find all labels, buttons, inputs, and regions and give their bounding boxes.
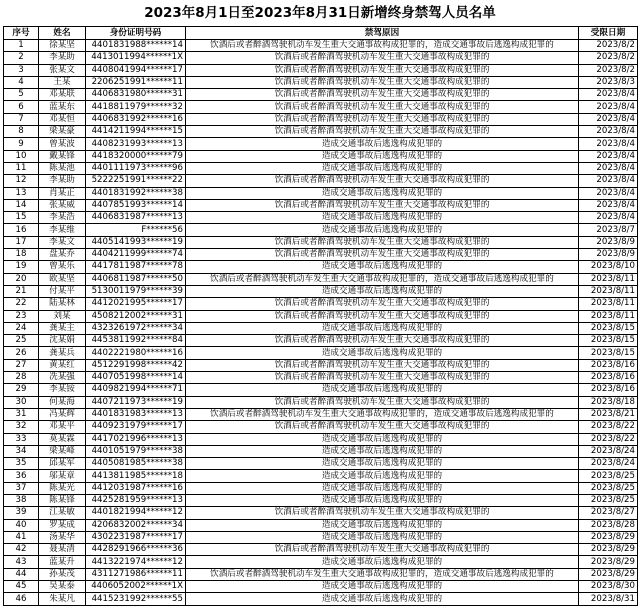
row-id-number: 4417021996******13 — [86, 433, 186, 445]
row-index: 44 — [4, 568, 39, 580]
row-name: 朱某凡 — [39, 593, 86, 605]
row-name: 徐某坚 — [39, 40, 86, 52]
row-name: 江某敏 — [39, 507, 86, 519]
row-name: 欧某坚 — [39, 273, 86, 285]
row-reason: 饮酒后或者醉酒驾驶机动车发生重大交通事故构成犯罪的 — [186, 101, 579, 113]
row-date: 2023/8/22 — [579, 433, 638, 445]
table-row — [4, 113, 638, 125]
table-header-row — [4, 27, 638, 40]
row-date: 2023/8/29 — [579, 544, 638, 556]
row-name: 蓝某东 — [39, 101, 86, 113]
table-row — [4, 89, 638, 101]
row-index: 18 — [4, 249, 39, 261]
row-name: 吴某泰 — [39, 581, 86, 593]
row-index: 1 — [4, 40, 39, 52]
row-id-number: 4311271986******11 — [86, 568, 186, 580]
row-id-number: 4409231979******17 — [86, 421, 186, 433]
row-reason: 饮酒后或者醉酒驾驶机动车发生重大交通事故构成犯罪的，造成交通事故后逃逸构成犯罪的 — [186, 568, 579, 580]
row-id-number: 4407851993******14 — [86, 199, 186, 211]
table-row — [4, 384, 638, 396]
row-reason: 饮酒后或者醉酒驾驶机动车发生重大交通事故构成犯罪的 — [186, 396, 579, 408]
row-name: 邓某平 — [39, 421, 86, 433]
row-reason: 造成交通事故后逃逸构成犯罪的 — [186, 531, 579, 543]
row-id-number: 4415231992******55 — [86, 593, 186, 605]
row-reason: 饮酒后或者醉酒驾驶机动车发生重大交通事故构成犯罪的 — [186, 298, 579, 310]
row-date: 2023/8/11 — [579, 273, 638, 285]
row-reason: 饮酒后或者醉酒驾驶机动车发生重大交通事故构成犯罪的 — [186, 359, 579, 371]
row-id-number: 4401831988******14 — [86, 40, 186, 52]
row-reason: 饮酒后或者醉酒驾驶机动车发生重大交通事故构成犯罪的 — [186, 113, 579, 125]
row-reason: 饮酒后或者醉酒驾驶机动车发生重大交通事故构成犯罪的 — [186, 52, 579, 64]
table-row — [4, 519, 638, 531]
row-name: 盘某乔 — [39, 249, 86, 261]
row-id-number: 4413811985******18 — [86, 470, 186, 482]
table-row — [4, 162, 638, 174]
row-id-number: 4302231987******17 — [86, 531, 186, 543]
row-date: 2023/8/29 — [579, 531, 638, 543]
row-name: 刘某 — [39, 310, 86, 322]
row-date: 2023/8/4 — [579, 138, 638, 150]
header-id-number: 身份证明号码 — [86, 27, 186, 40]
row-reason: 饮酒后或者醉酒驾驶机动车发生重大交通事故构成犯罪的 — [186, 89, 579, 101]
row-id-number: 4407051998******14 — [86, 372, 186, 384]
table-row — [4, 285, 638, 297]
row-reason: 造成交通事故后逃逸构成犯罪的 — [186, 581, 579, 593]
row-reason: 饮酒后或者醉酒驾驶机动车发生重大交通事故构成犯罪的，造成交通事故后逃逸构成犯罪的 — [186, 273, 579, 285]
row-date: 2023/8/2 — [579, 64, 638, 76]
row-name: 陆某林 — [39, 298, 86, 310]
row-reason: 造成交通事故后逃逸构成犯罪的 — [186, 162, 579, 174]
row-name: 蓝某升 — [39, 556, 86, 568]
row-name: 陈某池 — [39, 162, 86, 174]
row-id-number: 4408041994******17 — [86, 64, 186, 76]
row-date: 2023/8/31 — [579, 593, 638, 605]
table-row — [4, 273, 638, 285]
table-row — [4, 64, 638, 76]
row-id-number: 4413221974******12 — [86, 556, 186, 568]
row-id-number: 4405081985******38 — [86, 458, 186, 470]
row-id-number: 4414211994******15 — [86, 126, 186, 138]
row-reason: 造成交通事故后逃逸构成犯罪的 — [186, 285, 579, 297]
row-date: 2023/8/29 — [579, 568, 638, 580]
row-reason: 饮酒后或者醉酒驾驶机动车发生重大交通事故构成犯罪的 — [186, 544, 579, 556]
row-name: 李某文 — [39, 236, 86, 248]
row-date: 2023/8/15 — [579, 322, 638, 334]
table-row — [4, 507, 638, 519]
row-index: 6 — [4, 101, 39, 113]
row-index: 23 — [4, 310, 39, 322]
row-id-number: 4453811992******84 — [86, 335, 186, 347]
row-index: 16 — [4, 224, 39, 236]
row-index: 45 — [4, 581, 39, 593]
banned-drivers-table — [3, 26, 638, 606]
row-index: 34 — [4, 445, 39, 457]
row-id-number: 4408231993******13 — [86, 138, 186, 150]
row-id-number: 4401111973******96 — [86, 162, 186, 174]
row-date: 2023/8/9 — [579, 249, 638, 261]
row-reason: 造成交通事故后逃逸构成犯罪的 — [186, 261, 579, 273]
table-row — [4, 52, 638, 64]
row-index: 10 — [4, 150, 39, 162]
row-reason: 饮酒后或者醉酒驾驶机动车发生重大交通事故构成犯罪的 — [186, 421, 579, 433]
row-index: 7 — [4, 113, 39, 125]
row-name: 李某助 — [39, 52, 86, 64]
row-reason: 造成交通事故后逃逸构成犯罪的 — [186, 593, 579, 605]
row-name: 曾某乐 — [39, 261, 86, 273]
row-reason: 造成交通事故后逃逸构成犯罪的 — [186, 322, 579, 334]
table-row — [4, 470, 638, 482]
table-row — [4, 335, 638, 347]
row-date: 2023/8/22 — [579, 421, 638, 433]
header-date: 受限日期 — [579, 27, 638, 40]
table-row — [4, 372, 638, 384]
table-row — [4, 396, 638, 408]
row-reason: 造成交通事故后逃逸构成犯罪的 — [186, 445, 579, 457]
row-id-number: 4412031987******16 — [86, 482, 186, 494]
row-name: 聂某清 — [39, 544, 86, 556]
table-row — [4, 310, 638, 322]
row-id-number: 4401831983******13 — [86, 408, 186, 420]
table-row — [4, 261, 638, 273]
row-id-number: 4405141993******19 — [86, 236, 186, 248]
row-name: 张某威 — [39, 199, 86, 211]
row-index: 36 — [4, 470, 39, 482]
row-name: 冯某辉 — [39, 408, 86, 420]
row-date: 2023/8/11 — [579, 310, 638, 322]
row-index: 30 — [4, 396, 39, 408]
row-reason: 饮酒后或者醉酒驾驶机动车发生重大交通事故构成犯罪的 — [186, 236, 579, 248]
table-row — [4, 494, 638, 506]
row-date: 2023/8/2 — [579, 52, 638, 64]
row-name: 肖某正 — [39, 187, 86, 199]
row-name: 莫某霖 — [39, 433, 86, 445]
table-row — [4, 236, 638, 248]
row-date: 2023/8/18 — [579, 396, 638, 408]
row-reason: 饮酒后或者醉酒驾驶机动车发生重大交通事故构成犯罪的，造成交通事故后逃逸构成犯罪的 — [186, 40, 579, 52]
row-index: 13 — [4, 187, 39, 199]
document-title: 2023年8月1日至2023年8月31日新增终身禁驾人员名单 — [144, 5, 496, 21]
table-row — [4, 531, 638, 543]
row-index: 15 — [4, 212, 39, 224]
row-date: 2023/8/25 — [579, 494, 638, 506]
row-name: 黄某红 — [39, 359, 86, 371]
table-row — [4, 445, 638, 457]
row-date: 2023/8/25 — [579, 470, 638, 482]
row-name: 李某铵 — [39, 384, 86, 396]
row-reason: 饮酒后或者醉酒驾驶机动车发生重大交通事故构成犯罪的 — [186, 64, 579, 76]
row-date: 2023/8/11 — [579, 285, 638, 297]
table-row — [4, 568, 638, 580]
row-date: 2023/8/28 — [579, 519, 638, 531]
row-index: 39 — [4, 507, 39, 519]
row-index: 3 — [4, 64, 39, 76]
row-date: 2023/8/24 — [579, 458, 638, 470]
row-date: 2023/8/4 — [579, 126, 638, 138]
table-row — [4, 298, 638, 310]
row-index: 5 — [4, 89, 39, 101]
row-reason: 造成交通事故后逃逸构成犯罪的 — [186, 150, 579, 162]
row-index: 46 — [4, 593, 39, 605]
row-id-number: 4418811979******32 — [86, 101, 186, 113]
row-name: 罗某成 — [39, 519, 86, 531]
table-row — [4, 359, 638, 371]
row-reason: 造成交通事故后逃逸构成犯罪的 — [186, 556, 579, 568]
row-date: 2023/8/15 — [579, 335, 638, 347]
row-id-number: 4418320000******79 — [86, 150, 186, 162]
row-id-number: 4428291966******36 — [86, 544, 186, 556]
row-index: 24 — [4, 322, 39, 334]
row-index: 43 — [4, 556, 39, 568]
row-name: 邓某联 — [39, 89, 86, 101]
row-name: 龚某主 — [39, 322, 86, 334]
row-index: 14 — [4, 199, 39, 211]
row-index: 42 — [4, 544, 39, 556]
row-reason: 饮酒后或者醉酒驾驶机动车发生重大交通事故构成犯罪的 — [186, 175, 579, 187]
row-reason: 造成交通事故后逃逸构成犯罪的 — [186, 458, 579, 470]
row-index: 26 — [4, 347, 39, 359]
row-index: 41 — [4, 531, 39, 543]
row-reason: 造成交通事故后逃逸构成犯罪的 — [186, 494, 579, 506]
row-id-number: 4404211999******74 — [86, 249, 186, 261]
row-index: 12 — [4, 175, 39, 187]
row-id-number: 4406811987******50 — [86, 273, 186, 285]
row-date: 2023/8/10 — [579, 261, 638, 273]
table-row — [4, 101, 638, 113]
table-row — [4, 556, 638, 568]
row-id-number: 5130011979******39 — [86, 285, 186, 297]
row-id-number: 4401831992******38 — [86, 187, 186, 199]
row-name: 陈某光 — [39, 482, 86, 494]
row-index: 32 — [4, 421, 39, 433]
row-index: 9 — [4, 138, 39, 150]
row-id-number: 4409821994******71 — [86, 384, 186, 396]
row-date: 2023/8/21 — [579, 408, 638, 420]
row-id-number: 4425281959******13 — [86, 494, 186, 506]
row-id-number: 4406052002******1X — [86, 581, 186, 593]
row-reason: 饮酒后或者醉酒驾驶机动车发生重大交通事故构成犯罪的 — [186, 372, 579, 384]
row-name: 邓某恒 — [39, 113, 86, 125]
table-row — [4, 187, 638, 199]
row-name: 邱某军 — [39, 458, 86, 470]
row-reason: 造成交通事故后逃逸构成犯罪的 — [186, 384, 579, 396]
row-reason: 饮酒后或者醉酒驾驶机动车发生重大交通事故构成犯罪的 — [186, 507, 579, 519]
table-row — [4, 249, 638, 261]
row-id-number: 4407211973******19 — [86, 396, 186, 408]
row-date: 2023/8/3 — [579, 76, 638, 88]
row-name: 李某助 — [39, 175, 86, 187]
row-date: 2023/8/4 — [579, 113, 638, 125]
row-reason: 饮酒后或者醉酒驾驶机动车发生重大交通事故构成犯罪的 — [186, 249, 579, 261]
table-row — [4, 40, 638, 52]
row-index: 37 — [4, 482, 39, 494]
row-name: 邬某章 — [39, 470, 86, 482]
table-row — [4, 544, 638, 556]
row-date: 2023/8/16 — [579, 359, 638, 371]
row-id-number: 5222251991******22 — [86, 175, 186, 187]
table-row — [4, 581, 638, 593]
row-index: 29 — [4, 384, 39, 396]
row-name: 孙某茂 — [39, 568, 86, 580]
table-row — [4, 199, 638, 211]
row-date: 2023/8/15 — [579, 347, 638, 359]
row-id-number: 4401821994******12 — [86, 507, 186, 519]
row-date: 2023/8/27 — [579, 507, 638, 519]
row-reason: 造成交通事故后逃逸构成犯罪的 — [186, 347, 579, 359]
table-row — [4, 593, 638, 605]
table-row — [4, 347, 638, 359]
row-date: 2023/8/24 — [579, 445, 638, 457]
row-reason: 造成交通事故后逃逸构成犯罪的 — [186, 433, 579, 445]
row-reason: 饮酒后或者醉酒驾驶机动车发生重大交通事故构成犯罪的 — [186, 126, 579, 138]
row-name: 沈某娟 — [39, 335, 86, 347]
header-reason: 禁驾原因 — [186, 27, 579, 40]
row-index: 8 — [4, 126, 39, 138]
row-id-number: 4406831980******31 — [86, 89, 186, 101]
row-name: 何某海 — [39, 396, 86, 408]
table-row — [4, 76, 638, 88]
row-reason: 饮酒后或者醉酒驾驶机动车发生重大交通事故构成犯罪的，造成交通事故后逃逸构成犯罪的 — [186, 408, 579, 420]
row-id-number: 4406831992******16 — [86, 113, 186, 125]
row-date: 2023/8/4 — [579, 150, 638, 162]
table-row — [4, 126, 638, 138]
row-reason: 饮酒后或者醉酒驾驶机动车发生重大交通事故构成犯罪的 — [186, 310, 579, 322]
row-name: 汤某华 — [39, 531, 86, 543]
row-date: 2023/8/4 — [579, 89, 638, 101]
row-name: 梁某豪 — [39, 126, 86, 138]
table-row — [4, 212, 638, 224]
row-reason: 造成交通事故后逃逸构成犯罪的 — [186, 212, 579, 224]
row-name: 龚某兵 — [39, 347, 86, 359]
row-reason: 造成交通事故后逃逸构成犯罪的 — [186, 138, 579, 150]
row-id-number: 4323261972******34 — [86, 322, 186, 334]
header-name: 姓名 — [39, 27, 86, 40]
row-index: 21 — [4, 285, 39, 297]
row-index: 38 — [4, 494, 39, 506]
row-name: 李某浩 — [39, 212, 86, 224]
row-date: 2023/8/30 — [579, 581, 638, 593]
row-name: 李某维 — [39, 224, 86, 236]
row-id-number: 4401051979******38 — [86, 445, 186, 457]
row-index: 19 — [4, 261, 39, 273]
row-reason: 造成交通事故后逃逸构成犯罪的 — [186, 482, 579, 494]
table-row — [4, 433, 638, 445]
table-row — [4, 482, 638, 494]
row-index: 2 — [4, 52, 39, 64]
header-index: 序号 — [4, 27, 39, 40]
row-date: 2023/8/16 — [579, 372, 638, 384]
table-row — [4, 408, 638, 420]
row-date: 2023/8/16 — [579, 384, 638, 396]
table-row — [4, 421, 638, 433]
row-id-number: 4406831987******13 — [86, 212, 186, 224]
table-row — [4, 224, 638, 236]
row-index: 22 — [4, 298, 39, 310]
row-reason: 饮酒后或者醉酒驾驶机动车发生重大交通事故构成犯罪的 — [186, 76, 579, 88]
row-date: 2023/8/4 — [579, 212, 638, 224]
table-row — [4, 458, 638, 470]
row-name: 梁某峰 — [39, 445, 86, 457]
row-date: 2023/8/9 — [579, 236, 638, 248]
row-date: 2023/8/2 — [579, 40, 638, 52]
row-date: 2023/8/4 — [579, 162, 638, 174]
row-name: 张某文 — [39, 64, 86, 76]
row-id-number: 4206832002******34 — [86, 519, 186, 531]
row-date: 2023/8/4 — [579, 187, 638, 199]
row-reason: 饮酒后或者醉酒驾驶机动车发生重大交通事故构成犯罪的 — [186, 199, 579, 211]
table-row — [4, 322, 638, 334]
table-row — [4, 138, 638, 150]
row-index: 33 — [4, 433, 39, 445]
row-id-number: 2206251991******11 — [86, 76, 186, 88]
row-date: 2023/8/11 — [579, 298, 638, 310]
row-index: 28 — [4, 372, 39, 384]
row-reason: 造成交通事故后逃逸构成犯罪的 — [186, 224, 579, 236]
row-name: 王某 — [39, 76, 86, 88]
row-index: 35 — [4, 458, 39, 470]
row-date: 2023/8/4 — [579, 175, 638, 187]
row-name: 冼某强 — [39, 372, 86, 384]
row-index: 40 — [4, 519, 39, 531]
row-id-number: 4417811987******78 — [86, 261, 186, 273]
row-date: 2023/8/25 — [579, 482, 638, 494]
row-date: 2023/8/29 — [579, 556, 638, 568]
row-index: 4 — [4, 76, 39, 88]
row-name: 曾某波 — [39, 138, 86, 150]
row-name: 戴某锋 — [39, 150, 86, 162]
row-name: 付某平 — [39, 285, 86, 297]
row-id-number: 4402221980******16 — [86, 347, 186, 359]
table-row — [4, 175, 638, 187]
row-index: 27 — [4, 359, 39, 371]
row-reason: 造成交通事故后逃逸构成犯罪的 — [186, 187, 579, 199]
row-id-number: 4508212002******31 — [86, 310, 186, 322]
row-index: 20 — [4, 273, 39, 285]
row-reason: 造成交通事故后逃逸构成犯罪的 — [186, 470, 579, 482]
row-date: 2023/8/4 — [579, 101, 638, 113]
row-index: 31 — [4, 408, 39, 420]
table-row — [4, 150, 638, 162]
row-name: 陈某锋 — [39, 494, 86, 506]
row-index: 17 — [4, 236, 39, 248]
row-date: 2023/8/7 — [579, 224, 638, 236]
row-date: 2023/8/4 — [579, 199, 638, 211]
row-reason: 饮酒后或者醉酒驾驶机动车发生重大交通事故构成犯罪的 — [186, 335, 579, 347]
row-id-number: 4413011994******1X — [86, 52, 186, 64]
row-index: 11 — [4, 162, 39, 174]
row-id-number: 4412021995******17 — [86, 298, 186, 310]
row-id-number: 4512291998******42 — [86, 359, 186, 371]
row-reason: 造成交通事故后逃逸构成犯罪的 — [186, 519, 579, 531]
row-id-number: F******56 — [86, 224, 186, 236]
row-index: 25 — [4, 335, 39, 347]
